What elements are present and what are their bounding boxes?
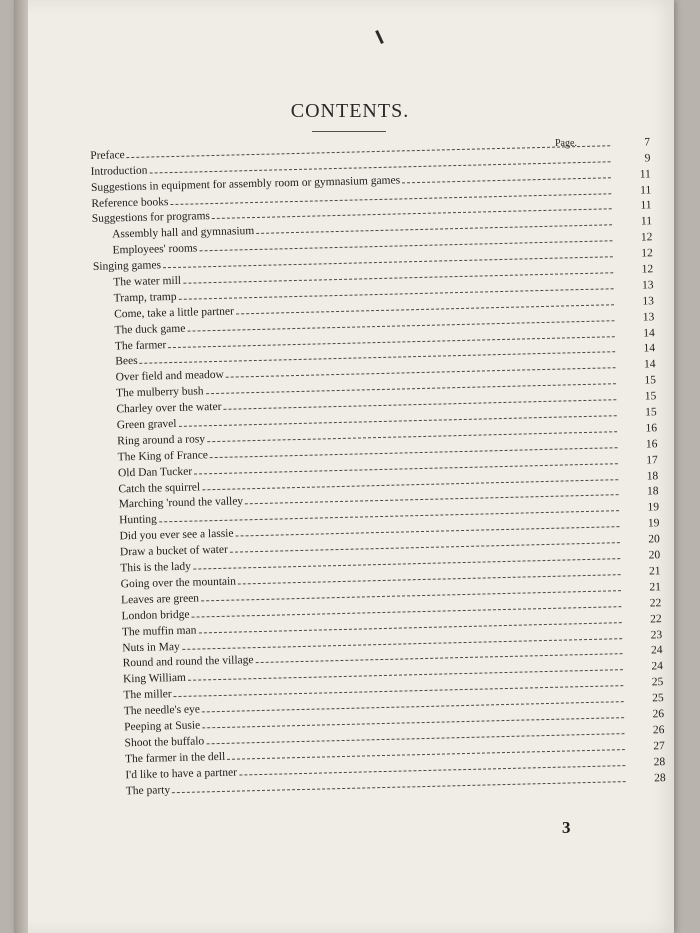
toc-entry-page: 26	[652, 723, 665, 737]
toc-entry-page: 11	[640, 215, 653, 228]
toc-entry-page: 26	[652, 708, 665, 721]
toc-entry-title: Draw a bucket of water	[119, 543, 228, 559]
contents-heading: CONTENTS.	[290, 100, 410, 122]
toc-entry-page: 28	[653, 755, 666, 769]
toc-entry-page: 24	[651, 660, 664, 673]
toc-entry-title: King William	[122, 672, 187, 686]
toc-entry-title: Reference books	[91, 195, 169, 210]
toc-entry-title: Ring around a rosy	[117, 433, 206, 448]
toc-entry-page: 9	[644, 152, 651, 165]
toc-entry-title: Assembly hall and gymnasium	[112, 225, 255, 241]
toc-entry-page: 15	[644, 390, 657, 403]
toc-entry-title: Nuts in May	[122, 640, 180, 654]
toc-entry-title: Old Dan Tucker	[117, 465, 193, 480]
toc-entry-title: The muffin man	[121, 624, 197, 638]
toc-entry-page: 12	[641, 247, 653, 260]
toc-entry-title: The water mill	[113, 274, 182, 289]
toc-entry-page: 7	[644, 136, 651, 149]
toc-entry-page: 13	[642, 295, 655, 308]
toc-entry-title: London bridge	[121, 608, 190, 623]
toc-entry-title: The King of France	[117, 449, 209, 464]
toc-entry-title: The miller	[123, 688, 172, 702]
toc-entry-page: 13	[641, 279, 654, 292]
toc-entry-title: Come, take a little partner	[113, 305, 234, 321]
toc-entry-page: 14	[643, 342, 656, 356]
toc-entry-title: Singing games	[92, 259, 162, 274]
toc-entry-title: Shoot the buffalo	[124, 735, 205, 750]
heading-rule	[312, 131, 386, 132]
page-column-label: Page.	[555, 138, 577, 149]
toc-entry-page: 22	[650, 612, 662, 626]
toc-entry-title: Introduction	[90, 164, 148, 178]
toc-entry-page: 25	[651, 676, 664, 689]
toc-entry-page: 21	[649, 581, 662, 594]
toc-entry-title: Tramp, tramp	[113, 290, 177, 305]
toc-entry-title: Marching 'round the valley	[118, 495, 244, 511]
toc-entry-page: 12	[641, 263, 654, 276]
toc-entry-page: 25	[652, 692, 664, 705]
toc-entry-page: 18	[646, 469, 659, 483]
toc-entry-page: 11	[640, 199, 652, 213]
toc-entry-page: 22	[649, 596, 662, 610]
toc-entry-title: Catch the squirrel	[118, 481, 201, 496]
toc-entry-page: 21	[648, 565, 661, 578]
toc-entry-page: 20	[648, 533, 660, 546]
toc-entry-title: The farmer	[114, 338, 167, 353]
page-edge	[14, 0, 28, 933]
toc-entry-page: 19	[647, 501, 660, 514]
toc-entry-page: 11	[640, 183, 652, 197]
toc-entry-page: 15	[644, 374, 657, 387]
toc-entry-title: Hunting	[119, 513, 158, 527]
toc-entry-page: 23	[650, 628, 663, 641]
toc-entry-title: Peeping at Susie	[124, 719, 201, 734]
toc-entry-page: 19	[647, 517, 660, 530]
toc-entry-title: Leaves are green	[120, 592, 200, 607]
table-of-contents	[90, 132, 666, 797]
toc-entry-title: Round and round the village	[122, 654, 254, 670]
toc-entry-title: Over field and meadow	[115, 369, 225, 384]
toc-entry-page: 14	[643, 358, 656, 371]
toc-entry-title: Preface	[90, 149, 125, 162]
toc-entry-title: Bees	[115, 355, 138, 368]
toc-entry-page: 13	[642, 310, 655, 324]
toc-entry-title: Green gravel	[116, 418, 177, 432]
toc-entry-title: This is the lady	[120, 560, 192, 575]
toc-entry-page: 16	[645, 438, 658, 451]
toc-entry-page: 20	[648, 549, 661, 562]
toc-entry-title: Going over the mountain	[120, 575, 237, 591]
toc-entry-title: The farmer in the dell	[124, 750, 226, 766]
toc-entry-page: 17	[646, 453, 658, 467]
toc-entry-title: Suggestions for programs	[91, 210, 211, 226]
toc-entry-page: 15	[645, 406, 657, 419]
toc-entry-page: 16	[645, 422, 658, 435]
toc-entry-title: The duck game	[114, 322, 186, 337]
toc-entry-title: I'd like to have a partner	[125, 766, 238, 781]
toc-entry-page: 12	[640, 231, 653, 244]
toc-entry-page: 18	[646, 485, 659, 498]
toc-entry-page: 11	[639, 167, 651, 181]
toc-entry-title: Employees' rooms	[112, 242, 198, 257]
toc-entry-title: Did you ever see a lassie	[119, 527, 234, 543]
toc-entry-page: 14	[643, 326, 655, 340]
toc-entry-page: 24	[650, 644, 663, 657]
toc-entry-page: 28	[653, 771, 666, 784]
toc-entry-title: Suggestions in equipment for assembly room or gymnasium games	[90, 174, 401, 194]
toc-entry-title: The needle's eye	[123, 703, 201, 718]
toc-entry-title: Charley over the water	[116, 401, 222, 416]
toc-entry-title: The party	[125, 783, 171, 797]
toc-entry-page: 27	[653, 739, 665, 753]
page-number: 3	[562, 818, 571, 837]
toc-entry-title: The mulberry bush	[115, 385, 204, 400]
